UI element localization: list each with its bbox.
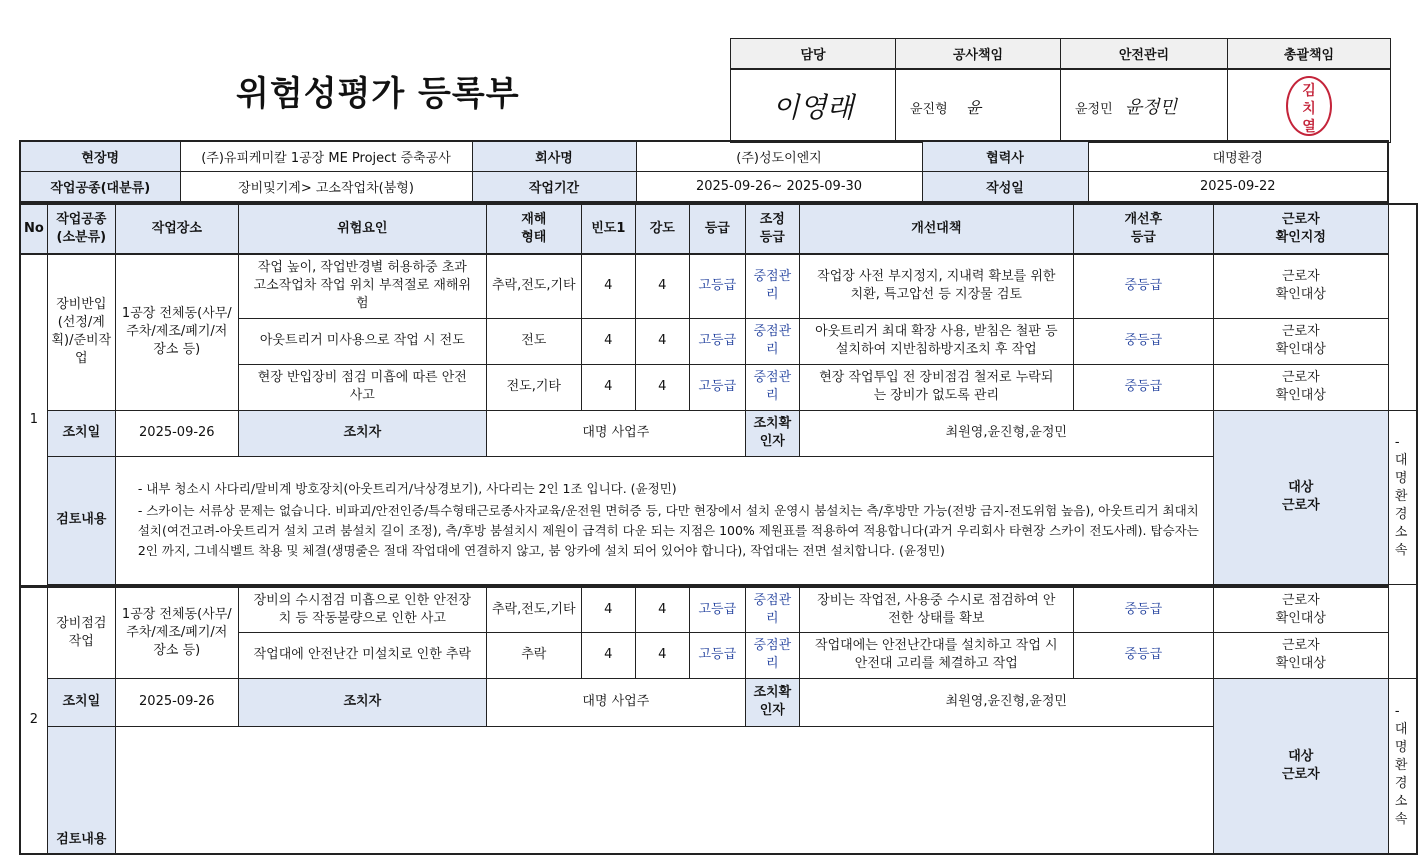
measure-cell: 아웃트리거 최대 확장 사용, 받침은 철판 등 설치하여 지반침하방지조치 후 작업 — [799, 318, 1073, 364]
actor-label: 조치자 — [238, 678, 486, 726]
group-no: 2 — [20, 586, 47, 854]
target-value: - 대명환경 소속 — [1388, 410, 1417, 584]
worktype-value: 장비및기계> 고소작업차(붐형) — [180, 172, 472, 203]
review-label: 검토내용 — [47, 726, 115, 854]
partner-value: 대명환경 — [1088, 141, 1388, 172]
col-worker: 근로자 확인지정 — [1213, 204, 1388, 254]
target-label: 대상 근로자 — [1213, 410, 1388, 584]
approval-header-damdang: 담당 — [731, 39, 896, 70]
site-value: (주)유피케미칼 1공장 ME Project 증축공사 — [180, 141, 472, 172]
col-severity: 강도 — [635, 204, 689, 254]
group-location: 1공장 전체동(사무/ 주차/제조/폐기/저 장소 등) — [115, 254, 238, 410]
after-grade-cell: 중등급 — [1073, 254, 1213, 318]
grade-cell: 고등급 — [689, 254, 745, 318]
col-grade: 등급 — [689, 204, 745, 254]
adj-grade-cell: 중점관 리 — [745, 254, 799, 318]
risk-cell: 현장 반입장비 점검 미흡에 따른 안전 사고 — [238, 364, 486, 410]
action-date: 2025-09-26 — [115, 678, 238, 726]
after-grade-cell: 중등급 — [1073, 364, 1213, 410]
group-subtype: 장비반입 (선정/계 획)/준비작 업 — [47, 254, 115, 410]
adj-grade-cell: 중점관 리 — [745, 632, 799, 678]
review-row — [20, 456, 1417, 584]
approval-header-general: 총괄책임 — [1228, 39, 1391, 70]
col-adj-grade: 조정 등급 — [745, 204, 799, 254]
damdang-signature: 이영래 — [772, 91, 854, 124]
approval-damdang-cell — [731, 69, 896, 143]
disaster-cell: 전도 — [486, 318, 581, 364]
action-date-label: 조치일 — [47, 410, 115, 456]
company-value: (주)성도이엔지 — [636, 141, 922, 172]
measure-cell: 장비는 작업전, 사용중 수시로 점검하여 안 전한 상태를 확보 — [799, 586, 1073, 632]
measure-cell: 작업대에는 안전난간대를 설치하고 작업 시 안전대 고리를 체결하고 작업 — [799, 632, 1073, 678]
action-row — [20, 678, 1417, 726]
worker-cell: 근로자 확인대상 — [1213, 254, 1388, 318]
measure-cell: 현장 작업투입 전 장비점검 철저로 누락되 는 장비가 없도록 관리 — [799, 364, 1073, 410]
worker-cell: 근로자 확인대상 — [1213, 586, 1388, 632]
table-row — [20, 586, 1417, 632]
actor-value: 대명 사업주 — [486, 678, 745, 726]
col-freq: 빈도1 — [581, 204, 635, 254]
actor-label: 조치자 — [238, 410, 486, 456]
partner-label: 협력사 — [922, 141, 1088, 172]
risk-cell: 작업대에 안전난간 미설치로 인한 추락 — [238, 632, 486, 678]
document-title: 위험성평가 등록부 — [236, 74, 520, 114]
severity-cell: 4 — [635, 586, 689, 632]
construction-signature: 윤 — [965, 97, 982, 117]
severity-cell: 4 — [635, 318, 689, 364]
actor-value: 대명 사업주 — [486, 410, 745, 456]
worker-cell: 근로자 확인대상 — [1213, 632, 1388, 678]
severity-cell: 4 — [635, 364, 689, 410]
action-date-label: 조치일 — [47, 678, 115, 726]
col-disaster: 재해 형태 — [486, 204, 581, 254]
review-content — [115, 456, 1213, 584]
site-info-table — [19, 140, 1389, 203]
risk-cell: 작업 높이, 작업반경별 허용하중 초과 고소작업차 작업 위치 부적절로 재해위 험 — [238, 254, 486, 318]
freq-cell: 4 — [581, 632, 635, 678]
freq-cell: 4 — [581, 586, 635, 632]
risk-cell: 장비의 수시점검 미흡으로 인한 안전장 치 등 작동불량으로 인한 사고 — [238, 586, 486, 632]
action-row — [20, 410, 1417, 456]
target-value: - 대명환경 소속 — [1388, 678, 1417, 854]
disaster-cell: 추락,전도,기타 — [486, 586, 581, 632]
approval-header-safety: 안전관리 — [1061, 39, 1228, 70]
col-subtype: 작업공종 (소분류) — [47, 204, 115, 254]
safety-signature: 윤정민 — [1124, 97, 1177, 118]
grade-cell: 고등급 — [689, 632, 745, 678]
period-value: 2025-09-26~ 2025-09-30 — [636, 172, 922, 203]
col-location: 작업장소 — [115, 204, 238, 254]
freq-cell: 4 — [581, 254, 635, 318]
approval-general-cell — [1228, 69, 1391, 143]
disaster-cell: 추락,전도,기타 — [486, 254, 581, 318]
disaster-cell: 추락 — [486, 632, 581, 678]
confirmer-value: 최원영,윤진형,윤정민 — [799, 410, 1213, 456]
stamp-char-3: 열 — [1302, 119, 1316, 135]
written-label: 작성일 — [922, 172, 1088, 203]
after-grade-cell: 중등급 — [1073, 632, 1213, 678]
after-grade-cell: 중등급 — [1073, 318, 1213, 364]
table-row — [20, 254, 1417, 318]
worker-cell: 근로자 확인대상 — [1213, 318, 1388, 364]
col-risk: 위험요인 — [238, 204, 486, 254]
col-measure: 개선대책 — [799, 204, 1073, 254]
stamp-char-2: 치 — [1302, 101, 1316, 117]
severity-cell: 4 — [635, 254, 689, 318]
freq-cell: 4 — [581, 318, 635, 364]
grade-cell: 고등급 — [689, 364, 745, 410]
review-line: - 내부 청소시 사다리/말비계 방호장치(아웃트리거/낙상경보기), 사다리는 2인 1조 입니다. (윤정민) — [137, 481, 677, 496]
severity-cell: 4 — [635, 632, 689, 678]
approval-safety-cell — [1061, 69, 1228, 143]
measure-cell: 작업장 사전 부지정지, 지내력 확보를 위한 치환, 특고압선 등 지장물 검토 — [799, 254, 1073, 318]
safety-name: 윤정민 — [1075, 102, 1113, 117]
period-label: 작업기간 — [472, 172, 636, 203]
review-line: - 스카이는 서류상 문제는 없습니다. 비파괴/안전인증/특수형태근로종사자교육/운전원 면허증 등, 다만 현장에서 설치 운영시 붐설치는 측/후방만 가능(전방 금지-전도위험 높음), 아웃트리거 최대치 설치(여건고려-아웃트리거 설치 고려 붐설치 길이 조정), 측/후방 붐설치시 제원이 급격히 다운 되는 지점은 100% 제원표를 적용하여 적용합니다(과거 우리회사 타현장 스카이 전도사례). 탑승자는 2인 까지, 그네식벨트 착용 및 체결(생명줄은 절대 작업대에 연결하지 않고, 붐 앙카에 설치 되어 있어야 합니다), 작업대는 전면 설치합니다. (윤정민) — [137, 503, 1199, 558]
general-stamp — [1286, 76, 1332, 136]
grade-cell: 고등급 — [689, 318, 745, 364]
risk-cell: 아웃트리거 미사용으로 작업 시 전도 — [238, 318, 486, 364]
adj-grade-cell: 중점관 리 — [745, 586, 799, 632]
approval-header-construction: 공사책임 — [896, 39, 1061, 70]
adj-grade-cell: 중점관 리 — [745, 318, 799, 364]
after-grade-cell: 중등급 — [1073, 586, 1213, 632]
col-no: No — [20, 204, 47, 254]
risk-table — [19, 203, 1418, 855]
freq-cell: 4 — [581, 364, 635, 410]
col-after-grade: 개선후 등급 — [1073, 204, 1213, 254]
group-location: 1공장 전체동(사무/ 주차/제조/폐기/저 장소 등) — [115, 586, 238, 678]
disaster-cell: 전도,기타 — [486, 364, 581, 410]
written-value: 2025-09-22 — [1088, 172, 1388, 203]
group-subtype: 장비점검 작업 — [47, 586, 115, 678]
group-no: 1 — [20, 254, 47, 586]
confirmer-label: 조치확 인자 — [745, 678, 799, 726]
action-date: 2025-09-26 — [115, 410, 238, 456]
review-content — [115, 726, 1213, 854]
worktype-label: 작업공종(대분류) — [20, 172, 180, 203]
confirmer-value: 최원영,윤진형,윤정민 — [799, 678, 1213, 726]
site-label: 현장명 — [20, 141, 180, 172]
adj-grade-cell: 중점관 리 — [745, 364, 799, 410]
review-label: 검토내용 — [47, 456, 115, 584]
grade-cell: 고등급 — [689, 586, 745, 632]
worker-cell: 근로자 확인대상 — [1213, 364, 1388, 410]
company-label: 회사명 — [472, 141, 636, 172]
stamp-char-1: 김 — [1302, 83, 1316, 99]
confirmer-label: 조치확 인자 — [745, 410, 799, 456]
construction-name: 윤진형 — [910, 101, 948, 117]
approval-construction-cell — [896, 69, 1061, 143]
review-row — [20, 726, 1417, 854]
target-label: 대상 근로자 — [1213, 678, 1388, 854]
approval-block — [730, 38, 1391, 143]
